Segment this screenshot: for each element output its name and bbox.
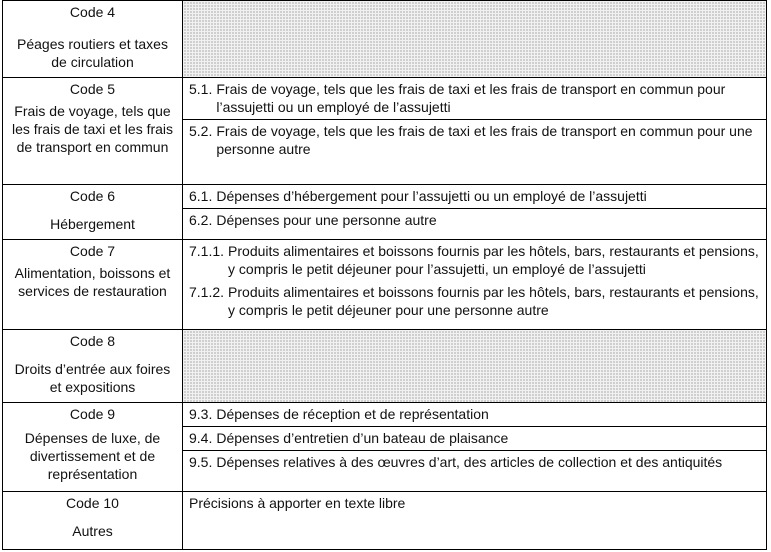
code-cell bbox=[3, 330, 183, 403]
subitem bbox=[183, 403, 766, 427]
subitem bbox=[183, 209, 766, 232]
code-number: Code 4 bbox=[69, 4, 116, 20]
subitem-text: Produits alimentaires et boissons fournis par les hôtels, bars, restaurants et pensions, y compris le petit déjeuner pour l’assujetti, un employé de l’assujetti bbox=[228, 243, 759, 277]
code-number: Code 9 bbox=[69, 406, 116, 422]
subitem-text: Produits alimentaires et boissons fournis par les hôtels, bars, restaurants et pensions, y compris le petit déjeuner pour une personne autre bbox=[228, 284, 759, 318]
code-cell bbox=[3, 78, 183, 185]
subitems-cell bbox=[183, 185, 767, 240]
code-cell bbox=[3, 492, 183, 550]
subitem-number: 5.1. bbox=[189, 81, 213, 97]
subitems-cell bbox=[183, 240, 767, 330]
subitem-number: 6.2. bbox=[189, 212, 213, 228]
subitem bbox=[183, 427, 766, 451]
code-row-10 bbox=[3, 492, 767, 550]
subitem-number: 7.1.2. bbox=[189, 284, 225, 300]
subitem-number: 9.5. bbox=[189, 454, 213, 470]
subitem-text: Frais de voyage, tels que les frais de taxi et les frais de transport en commun pour l’assujetti ou un employé de l’assujetti bbox=[216, 81, 726, 115]
code-row-5 bbox=[3, 78, 767, 185]
code-label: Hébergement bbox=[50, 216, 135, 232]
code-row-4 bbox=[3, 1, 767, 78]
subitem bbox=[183, 281, 766, 322]
subitem bbox=[183, 240, 766, 281]
code-number: Code 6 bbox=[69, 188, 116, 204]
subitem-number: 5.2. bbox=[189, 123, 213, 139]
subitem-number: 6.1. bbox=[189, 188, 213, 204]
code-row-7 bbox=[3, 240, 767, 330]
code-label: Autres bbox=[72, 523, 113, 539]
code-label: Frais de voyage, tels que les frais de taxi et les frais de transport en commun bbox=[11, 103, 174, 155]
subitem-text: Dépenses d’hébergement pour l’assujetti ou un employé de l’assujetti bbox=[216, 188, 647, 204]
code-number: Code 10 bbox=[66, 495, 119, 511]
shaded-empty-cell bbox=[183, 330, 767, 403]
subitem bbox=[183, 451, 766, 474]
subitem-text: Dépenses pour une personne autre bbox=[216, 212, 437, 228]
subitem-number: 7.1.1. bbox=[189, 243, 225, 259]
code-label: Péages routiers et taxes de circulation bbox=[17, 36, 168, 70]
subitem-number: 9.3. bbox=[189, 406, 213, 422]
subitem bbox=[183, 78, 766, 120]
code-row-9 bbox=[3, 403, 767, 492]
code-number: Code 7 bbox=[69, 243, 116, 259]
free-text-instruction: Précisions à apporter en texte libre bbox=[189, 495, 406, 511]
code-cell bbox=[3, 1, 183, 78]
subitem bbox=[183, 120, 766, 161]
expense-codes-table bbox=[2, 0, 767, 550]
subitem-text: Dépenses d’entretien d’un bateau de plaisance bbox=[216, 430, 509, 446]
code-number: Code 5 bbox=[69, 81, 116, 97]
subitems-cell bbox=[183, 403, 767, 492]
subitem-number: 9.4. bbox=[189, 430, 213, 446]
code-cell bbox=[3, 403, 183, 492]
subitem-text: Dépenses relatives à des œuvres d’art, des articles de collection et des antiquités bbox=[216, 454, 723, 470]
shaded-empty-cell bbox=[183, 1, 767, 78]
code-row-8 bbox=[3, 330, 767, 403]
code-label: Alimentation, boissons et services de restauration bbox=[14, 265, 171, 299]
subitem-text: Dépenses de réception et de représentation bbox=[216, 406, 489, 422]
subitem bbox=[183, 185, 766, 209]
subitems-cell bbox=[183, 78, 767, 185]
code-number: Code 8 bbox=[69, 333, 116, 349]
code-row-6 bbox=[3, 185, 767, 240]
code-cell bbox=[3, 185, 183, 240]
code-label: Dépenses de luxe, de divertissement et de représentation bbox=[24, 430, 161, 482]
code-cell bbox=[3, 240, 183, 330]
code-label: Droits d’entrée aux foires et expositions bbox=[14, 361, 171, 395]
free-text-cell bbox=[183, 492, 767, 550]
subitem-text: Frais de voyage, tels que les frais de taxi et les frais de transport en commun pour une personne autre bbox=[216, 123, 753, 157]
